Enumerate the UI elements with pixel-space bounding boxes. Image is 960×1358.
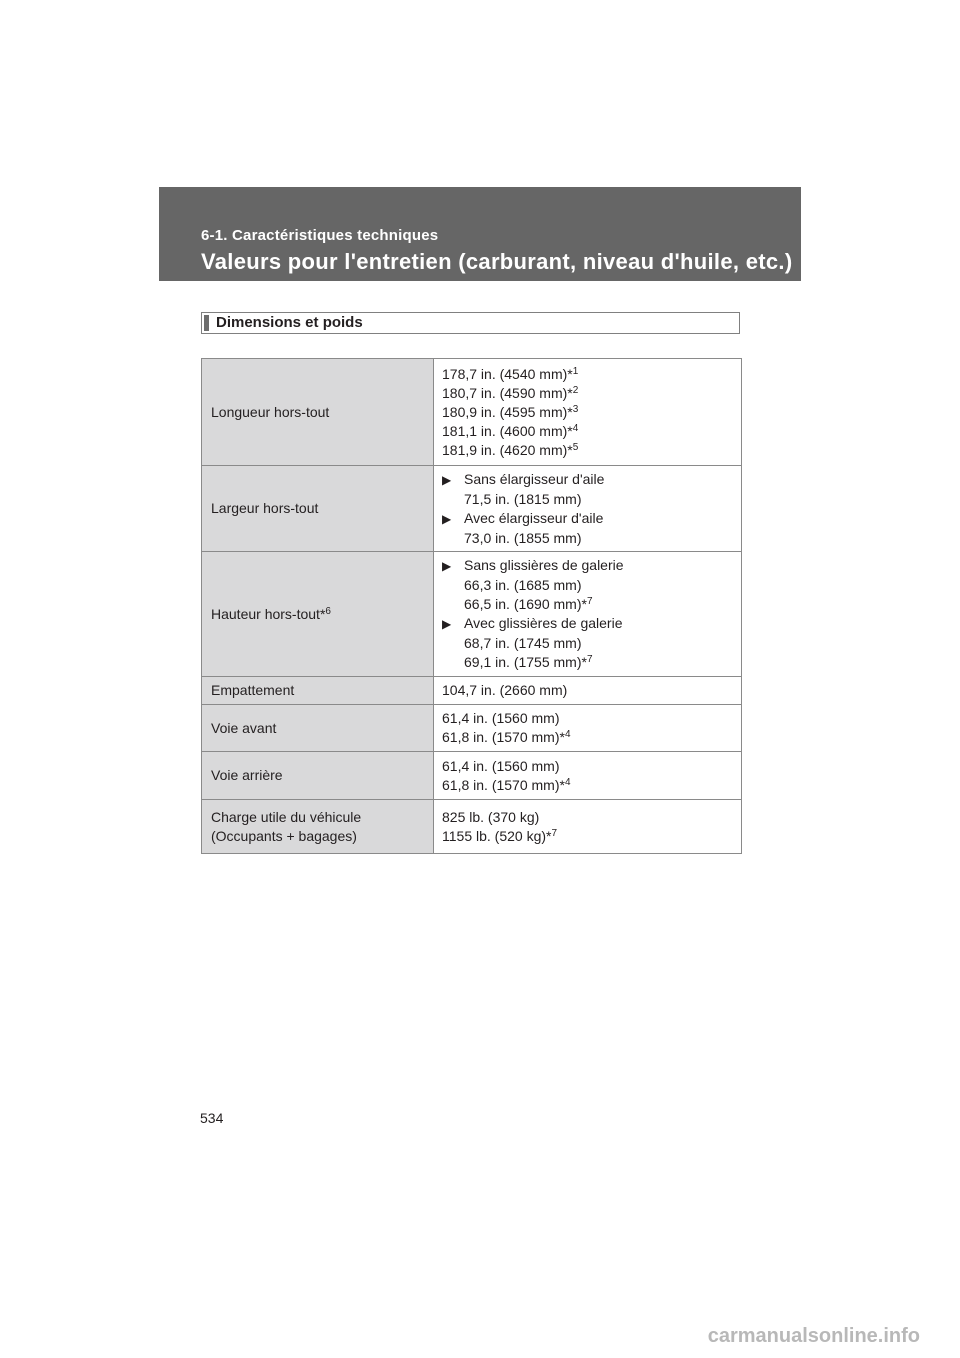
table-row <box>202 705 742 752</box>
value-line: 180,7 in. (4590 mm)*$^2$ <box>442 384 579 401</box>
table-row <box>202 359 742 466</box>
value-line: 71,5 in. (1815 mm) <box>464 490 582 507</box>
value-line: 66,3 in. (1685 mm) <box>464 577 582 593</box>
value-line: 66,5 in. (1690 mm)*$^7$ <box>464 596 593 612</box>
option-line: ▶ Avec glissières de galerie <box>442 614 733 634</box>
row-label-length: Longueur hors-tout <box>202 359 434 466</box>
value-line: 73,0 in. (1855 mm) <box>464 529 582 546</box>
table-row <box>202 800 742 854</box>
row-value-payload <box>434 800 742 854</box>
value-line: 180,9 in. (4595 mm)*$^3$ <box>442 403 579 420</box>
value-line: 181,1 in. (4600 mm)*$^4$ <box>442 422 579 439</box>
value-line: 61,4 in. (1560 mm) <box>442 710 560 726</box>
value-line: 178,7 in. (4540 mm)*$^1$ <box>442 365 579 382</box>
option-line: ▶ Sans glissières de galerie <box>442 556 733 576</box>
table-row <box>202 466 742 552</box>
value-line: 69,1 in. (1755 mm)*$^7$ <box>464 654 593 670</box>
right-triangle-icon: ▶ <box>442 559 452 573</box>
table-row <box>202 677 742 705</box>
row-label-wheelbase: Empattement <box>202 677 434 705</box>
specifications-table <box>201 358 742 854</box>
table-row <box>202 552 742 677</box>
row-value-rear-track <box>434 752 742 800</box>
page-header <box>159 187 801 281</box>
row-label-front-track: Voie avant <box>202 705 434 752</box>
value-line: 61,4 in. (1560 mm) <box>442 757 560 774</box>
value-line: 181,9 in. (4620 mm)*$^5$ <box>442 441 579 458</box>
value-line: 1155 lb. (520 kg)*$^7$ <box>442 827 558 844</box>
value-line: 68,7 in. (1745 mm) <box>464 635 582 651</box>
page-title: Valeurs pour l'entretien (carburant, niveau d'huile, etc.) <box>201 249 793 274</box>
subheading-marker <box>204 315 209 331</box>
row-value-wheelbase: 104,7 in. (2660 mm) <box>434 677 742 705</box>
value-line: 825 lb. (370 kg) <box>442 808 540 825</box>
watermark: carmanualsonline.info <box>707 1325 920 1347</box>
value-line: 61,8 in. (1570 mm)*$^4$ <box>442 729 571 745</box>
table-row <box>202 752 742 800</box>
row-label-width: Largeur hors-tout <box>202 466 434 552</box>
page-number: 534 <box>200 1110 224 1126</box>
section-label: 6-1. Caractéristiques techniques <box>201 227 439 244</box>
row-value-front-track <box>434 705 742 752</box>
row-value-height <box>434 552 742 677</box>
option-line: ▶ Sans élargisseur d'aile <box>442 470 733 490</box>
value-line: 61,8 in. (1570 mm)*$^4$ <box>442 776 571 793</box>
subheading-box <box>201 312 740 334</box>
row-label-rear-track: Voie arrière <box>202 752 434 800</box>
row-value-length <box>434 359 742 466</box>
row-value-width <box>434 466 742 552</box>
right-triangle-icon: ▶ <box>442 472 452 487</box>
row-label-payload: Charge utile du véhicule (Occupants + bagages) <box>202 800 434 854</box>
option-line: ▶ Avec élargisseur d'aile <box>442 509 733 529</box>
right-triangle-icon: ▶ <box>442 511 452 526</box>
row-label-height: Hauteur hors-tout*$^6$ <box>202 552 434 677</box>
subheading: Dimensions et poids <box>216 314 363 331</box>
right-triangle-icon: ▶ <box>442 617 452 631</box>
